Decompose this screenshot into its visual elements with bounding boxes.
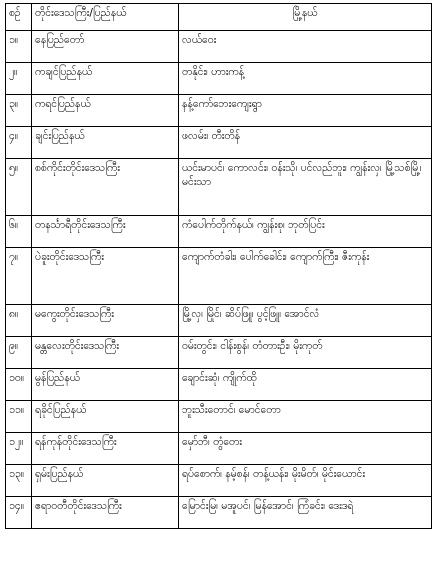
row-number: ၁။ (6, 31, 32, 63)
row-region: ကရင်ပြည်နယ် (32, 95, 179, 127)
row-townships: ဖလမ်း၊ တီးတိန် (179, 127, 432, 159)
row-number: ၅။ (6, 159, 32, 216)
table-row (6, 31, 432, 63)
row-townships: တနိုင်း၊ ဟားကန့် (179, 63, 432, 95)
header-region: တိုင်းဒေသကြီး/ပြည်နယ် (32, 4, 179, 31)
row-townships: လယ်ဝေး (179, 31, 432, 63)
row-townships: ကျောက်တံခါး၊ ပေါက်ခေါင်း၊ ကျောက်ကြီး၊ ဇီးကုန်း (179, 248, 432, 305)
row-number: ၁၃။ (6, 465, 32, 497)
row-number: ၁၁။ (6, 401, 32, 433)
table-row (6, 305, 432, 337)
townships-table (5, 3, 432, 529)
table-row (6, 337, 432, 369)
row-number: ၁၄။ (6, 497, 32, 529)
row-townships: နန့်ကော်ဘေးကျေးရွာ (179, 95, 432, 127)
row-region: တနင်္သာရီတိုင်းဒေသကြီး (32, 216, 179, 248)
row-townships: မှော်ဘီ၊ တွံတေး (179, 433, 432, 465)
row-region: ကချင်ပြည်နယ် (32, 63, 179, 95)
row-region: ရန်ကုန်တိုင်းဒေသကြီး (32, 433, 179, 465)
row-number: ၁၀။ (6, 369, 32, 401)
table-row (6, 401, 432, 433)
row-region: မကွေးတိုင်းဒေသကြီး (32, 305, 179, 337)
row-region: မွန်ပြည်နယ် (32, 369, 179, 401)
row-region: စစ်ကိုင်းတိုင်းဒေသကြီး (32, 159, 179, 216)
header-town: မြို့နယ် (179, 4, 432, 31)
table-row (6, 248, 432, 305)
row-townships: ရပ်စောက်၊ နမ့်စန်၊ တန့်ယန်း၊ မိုးမိတ်၊ မိုင်းယောင်း (179, 465, 432, 497)
table-row (6, 369, 432, 401)
row-townships: မြို့လှ၊ မြိုင်၊ ဆိပ်ဖြူ၊ ပွင့်ဖြူ၊ အောင်လံ (179, 305, 432, 337)
row-number: ၄။ (6, 127, 32, 159)
header-num: စဉ် (6, 4, 32, 31)
row-number: ၂။ (6, 63, 32, 95)
row-region: နေပြည်တော် (32, 31, 179, 63)
table-row (6, 159, 432, 216)
row-region: ပဲခူးတိုင်းဒေသကြီး (32, 248, 179, 305)
row-townships: ကံပေါက်တိုက်နယ်၊ ကျွန်းစု၊ ဘုတ်ပြင်း (179, 216, 432, 248)
row-townships: မြောင်းမြ၊ မအူပင်၊ မြန်အောင်၊ ကြံခင်း၊ ဒေးဒရဲ (179, 497, 432, 529)
table-row (6, 63, 432, 95)
table-row (6, 433, 432, 465)
row-number: ၆။ (6, 216, 32, 248)
row-number: ၉။ (6, 337, 32, 369)
table-row (6, 465, 432, 497)
row-townships: ယင်းမာပင်၊ ကောလင်း၊ ဝန်းသို၊ ပင်လည်ဘူး၊ ကျွန်းလှ၊ မြို့သစ်မြို့၊ မင်းသာ (179, 159, 432, 216)
row-townships: ဘူးသီးတောင်၊ မောင်တော (179, 401, 432, 433)
table-row (6, 497, 432, 529)
row-number: ၃။ (6, 95, 32, 127)
table-row (6, 127, 432, 159)
row-townships: ဝမ်းတွင်း၊ ငါန်းစွန်၊ တံတားဦး၊ မိုးကုတ် (179, 337, 432, 369)
row-townships: ချောင်းဆုံ၊ ကျိုက်ထို (179, 369, 432, 401)
row-region: မန္တလေးတိုင်းဒေသကြီး (32, 337, 179, 369)
row-region: ရခိုင်ပြည်နယ် (32, 401, 179, 433)
row-number: ၇။ (6, 248, 32, 305)
row-region: ချင်းပြည်နယ် (32, 127, 179, 159)
row-number: ၁၂။ (6, 433, 32, 465)
header-row (6, 4, 432, 31)
table-row (6, 216, 432, 248)
row-region: ဧရာဝတီတိုင်းဒေသကြီး (32, 497, 179, 529)
row-number: ၈။ (6, 305, 32, 337)
row-region: ရှမ်းပြည်နယ် (32, 465, 179, 497)
table-row (6, 95, 432, 127)
